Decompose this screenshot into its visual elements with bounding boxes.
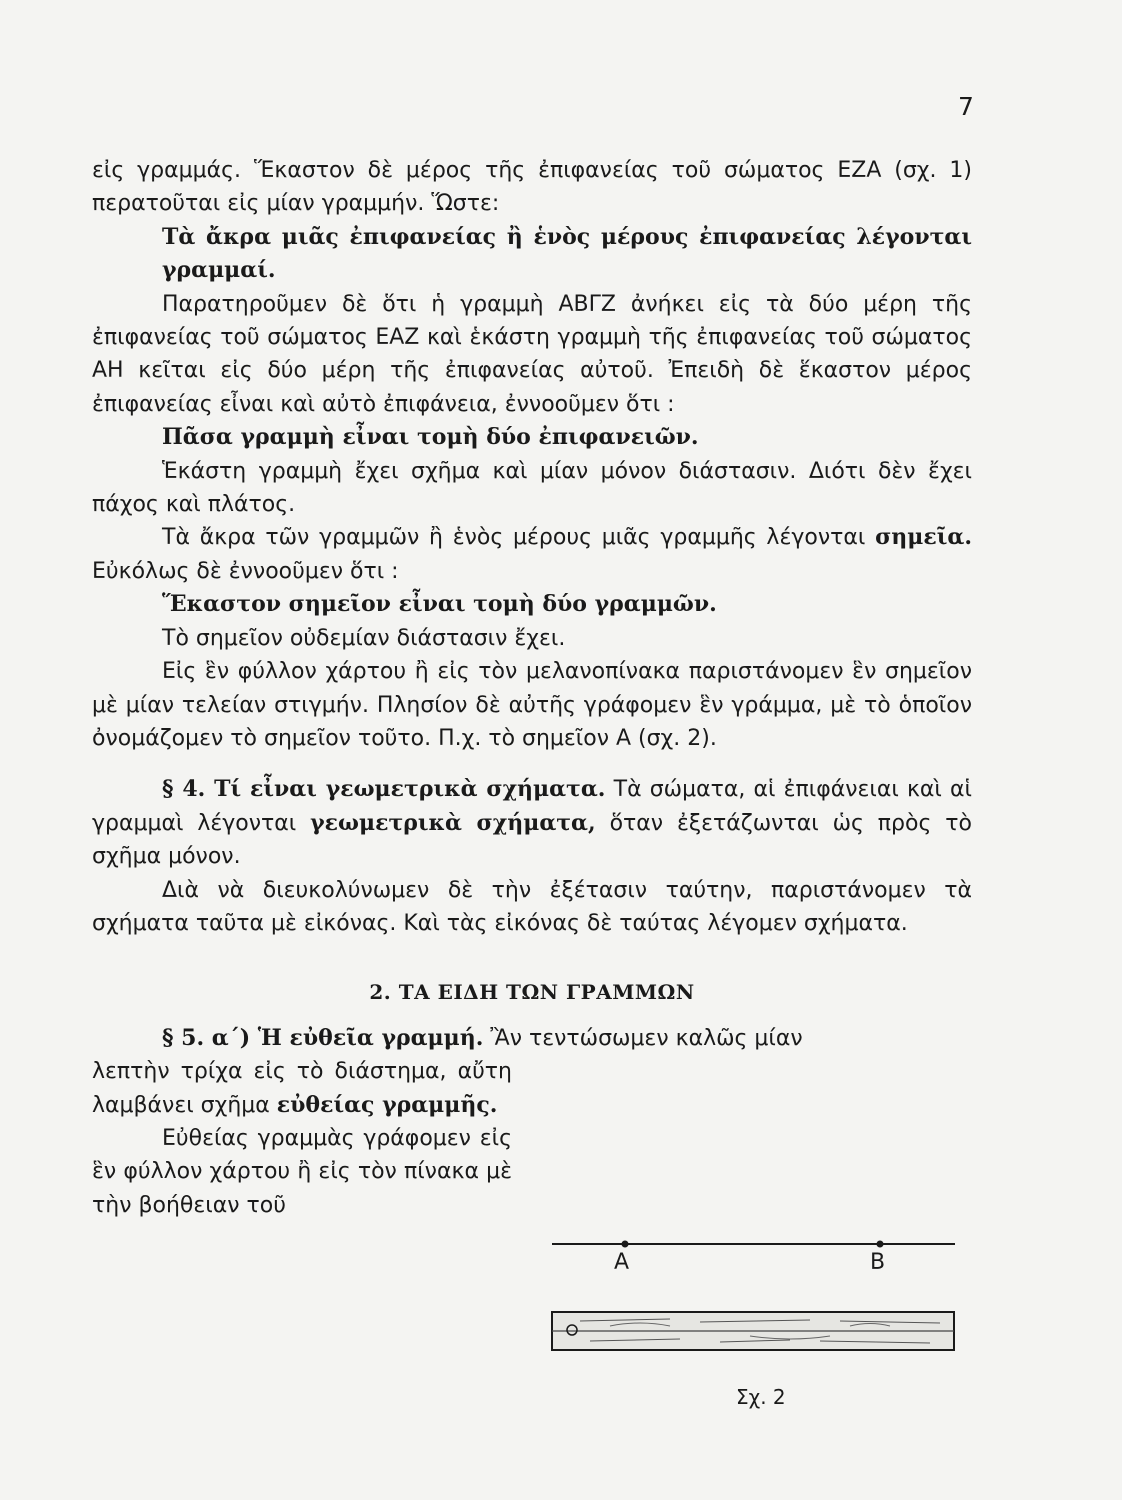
section-4-title: § 4. Τί εἶναι γεωμετρικὰ σχήματα. — [162, 776, 606, 803]
paragraph: Παρατηροῦμεν δὲ ὅτι ἡ γραμμὴ ΑΒΓΖ ἀνήκει εἰς τὰ δύο μέρη τῆς ἐπιφανείας τοῦ σώματος ΕΑΖ καὶ ἑκάστη γραμμὴ τῆς ἐπιφανείας τοῦ σώματος ΑΗ κεῖται εἰς δύο μέρη τῆς ἐπιφανείας αὐτοῦ. Ἐπειδὴ δὲ ἕκαστον μέρος ἐπιφανείας εἶναι καὶ αὐτὸ ἐπιφάνεια, ἐννοοῦμεν ὅτι : — [92, 291, 972, 417]
figure-caption: Σχ. 2 — [736, 1385, 786, 1409]
page-number: 7 — [958, 92, 975, 121]
definition-point: Ἕκαστον σημεῖον εἶναι τομὴ δύο γραμμῶν. — [162, 591, 717, 618]
definition-intersection: Πᾶσα γραμμὴ εἶναι τομὴ δύο ἐπιφανειῶν. — [162, 424, 699, 451]
paragraph: εἰς γραμμάς. Ἕκαστον δὲ μέρος τῆς ἐπιφανείας τοῦ σώματος ΕΖΑ (σχ. 1) περατοῦται εἰς μίαν γραμμήν. Ὥστε: — [92, 158, 972, 217]
paragraph: Εἰς ἓν φύλλον χάρτου ἢ εἰς τὸν μελανοπίνακα παριστάνομεν ἓν σημεῖον μὲ μίαν τελείαν στιγμήν. Πλησίον δὲ αὐτῆς γράφομεν ἓν γράμμα, μὲ τὸ ὁποῖον ὀνομάζομεν τὸ σημεῖον τοῦτο. Π.χ. τὸ σημεῖον Α (σχ. 2). — [92, 659, 972, 751]
page-body — [92, 154, 972, 1222]
text: Ἂν τεντώσωμεν καλῶς μίαν — [490, 1025, 803, 1051]
text: Τὰ ἄκρα τῶν γραμμῶν ἢ ἑνὸς μέρους μιᾶς γραμμῆς λέγονται — [162, 525, 866, 551]
text: Εὐκόλως δὲ ἐννοοῦμεν ὅτι : — [92, 558, 399, 584]
point-a-dot — [622, 1241, 629, 1248]
text: ὅταν ἐξετάζωνται ὡς πρὸς τὸ σχῆμα μόνον. — [92, 810, 973, 870]
section-5-title: § 5. α΄) Ἡ εὐθεῖα γραμμή. — [162, 1024, 484, 1051]
paragraph: Τὸ σημεῖον οὐδεμίαν διάστασιν ἔχει. — [162, 625, 566, 651]
paragraph: Ἑκάστη γραμμὴ ἔχει σχῆμα καὶ μίαν μόνον διάστασιν. Διότι δὲν ἔχει πάχος καὶ πλάτος. — [92, 458, 972, 518]
point-b-dot — [877, 1241, 884, 1248]
paragraph: Εὐθείας γραμμὰς γράφομεν εἰς ἓν φύλλον χάρτου ἢ εἰς τὸν πίνακα μὲ τὴν βοήθειαν τοῦ — [92, 1125, 512, 1218]
chapter-heading: 2. ΤΑ ΕΙΔΗ ΤΩΝ ΓΡΑΜΜΩΝ — [369, 980, 695, 1005]
section-4 — [92, 773, 972, 873]
point-a-label: Α — [614, 1250, 630, 1275]
text: Τὰ σώματα, αἱ ἐπιφάνειαι καὶ αἱ γραμμαὶ λέγονται — [92, 777, 972, 836]
point-b-label: Β — [870, 1250, 886, 1275]
definition-lines: Τὰ ἄκρα μιᾶς ἐπιφανείας ἢ ἑνὸς μέρους ἐπιφανείας λέγονται γραμμαί. — [162, 223, 972, 284]
paragraph — [92, 1055, 512, 1122]
left-column — [92, 1055, 512, 1222]
text: λεπτὴν τρίχα εἰς τὸ διάστημα, αὔτη λαμβάνει σχῆμα — [92, 1059, 512, 1118]
paragraph — [92, 521, 972, 588]
term-straight-line: εὐθείας γραμμῆς. — [276, 1091, 498, 1118]
term-geometric-shapes: γεωμετρικὰ σχήματα, — [310, 809, 596, 836]
paragraph: Διὰ νὰ διευκολύνωμεν δὲ τὴν ἐξέτασιν ταύτην, παριστάνομεν τὰ σχήματα ταῦτα μὲ εἰκόνας. Καὶ τὰς εἰκόνας δὲ ταύτας λέγομεν σχήματα. — [92, 877, 972, 936]
section-5-first-line — [92, 1022, 972, 1055]
ruler-icon — [552, 1312, 954, 1350]
term-points: σημεῖα. — [875, 524, 972, 551]
